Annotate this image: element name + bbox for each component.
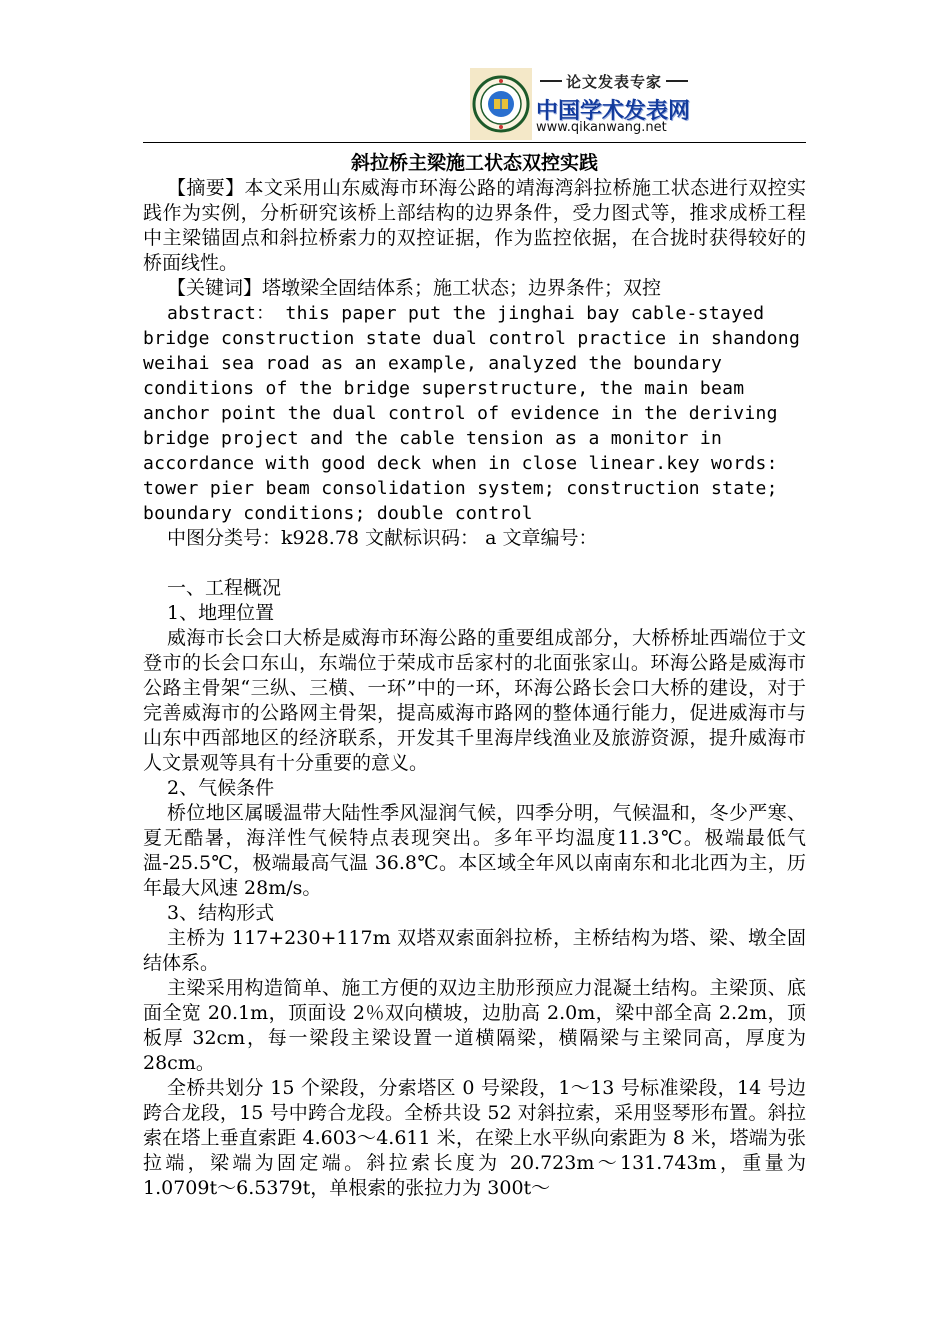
subsection-heading: 1、地理位置 bbox=[167, 602, 275, 624]
logo-tagline: 论文发表专家 bbox=[536, 70, 696, 92]
section-heading: 一、工程概况 bbox=[167, 577, 282, 599]
classification-line: 中图分类号：k928.78 文献标识码： a 文章编号： bbox=[167, 527, 598, 549]
paragraph: 桥位地区属暖温带大陆性季风湿润气候，四季分明，气候温和，冬少严寒、夏无酷暑，海洋性气候特点表现突出。多年平均温度11.3℃。极端最低气温-25.5℃，极端最高气温 36.8℃。本区域全年风以南南东和北北西为主，历年最大风速 28m/s。 bbox=[143, 802, 806, 899]
document-title: 斜拉桥主梁施工状态双控实践 bbox=[350, 152, 598, 174]
subsection-heading: 2、气候条件 bbox=[167, 777, 275, 799]
abstract-en: abstract： this paper put the jinghai bay cable-stayed bridge construction state dual control practice in shandong weihai sea road as an example, analyzed the boundary conditions of the bridge superstructure, the main beam anchor point the dual control of evidence in the deriving bridge project and the cable tension as a monitor in accordance with good deck when in close linear.key words: tower pier beam consolidation system; construction state; boundary conditions; double control bbox=[143, 303, 812, 524]
document-body bbox=[143, 176, 813, 1201]
seal-emblem-icon bbox=[470, 68, 532, 140]
logo-url: www.qikanwang.net bbox=[536, 120, 667, 135]
paragraph: 威海市长会口大桥是威海市环海公路的重要组成部分，大桥桥址西端位于文登市的长会口东山，东端位于荣成市岳家村的北面张家山。环海公路是威海市公路主骨架“三纵、三横、一环”中的一环，环海公路长会口大桥的建设，对于完善威海市的公路网主骨架，提高威海市路网的整体通行能力，促进威海市与山东中西部地区的经济联系，开发其千里海岸线渔业及旅游资源，提升威海市人文景观等具有十分重要的意义。 bbox=[143, 627, 806, 774]
header-divider bbox=[143, 142, 806, 143]
paragraph: 全桥共划分 15 个梁段，分索塔区 0 号梁段，1～13 号标准梁段，14 号边跨合龙段，15 号中跨合龙段。全桥共设 52 对斜拉索，采用竖琴形布置。斜拉索在塔上垂直索距 4.603～4.611 米，在梁上水平纵向索距为 8 米，塔端为张拉端，梁端为固定端。斜拉索长度为 20.723m～131.743m，重量为 1.0709t～6.5379t，单根索的张拉力为 300t～ bbox=[143, 1077, 813, 1199]
logo-name: 中国学术发表网 bbox=[536, 99, 691, 124]
abstract-cn: 【摘要】本文采用山东威海市环海公路的靖海湾斜拉桥施工状态进行双控实践作为实例，分析研究该桥上部结构的边界条件，受力图式等，推求成桥工程中主梁锚固点和斜拉桥索力的双控证据，作为监控依据，在合拢时获得较好的桥面线性。 bbox=[143, 177, 806, 274]
site-logo bbox=[470, 68, 696, 140]
paragraph: 主桥为 117+230+117m 双塔双索面斜拉桥，主桥结构为塔、梁、墩全固结体系。 bbox=[143, 927, 806, 974]
blank-line bbox=[143, 551, 806, 576]
keywords-cn: 【关键词】塔墩梁全固结体系；施工状态；边界条件；双控 bbox=[167, 277, 662, 299]
subsection-heading: 3、结构形式 bbox=[167, 902, 275, 924]
paragraph: 主梁采用构造简单、施工方便的双边主肋形预应力混凝土结构。主梁顶、底面全宽 20.1m，顶面设 2％双向横坡，边肋高 2.0m，梁中部全高 2.2m，顶板厚 32cm，每一梁段主梁设置一道横隔梁，横隔梁与主梁同高，厚度为 28cm。 bbox=[143, 977, 813, 1074]
